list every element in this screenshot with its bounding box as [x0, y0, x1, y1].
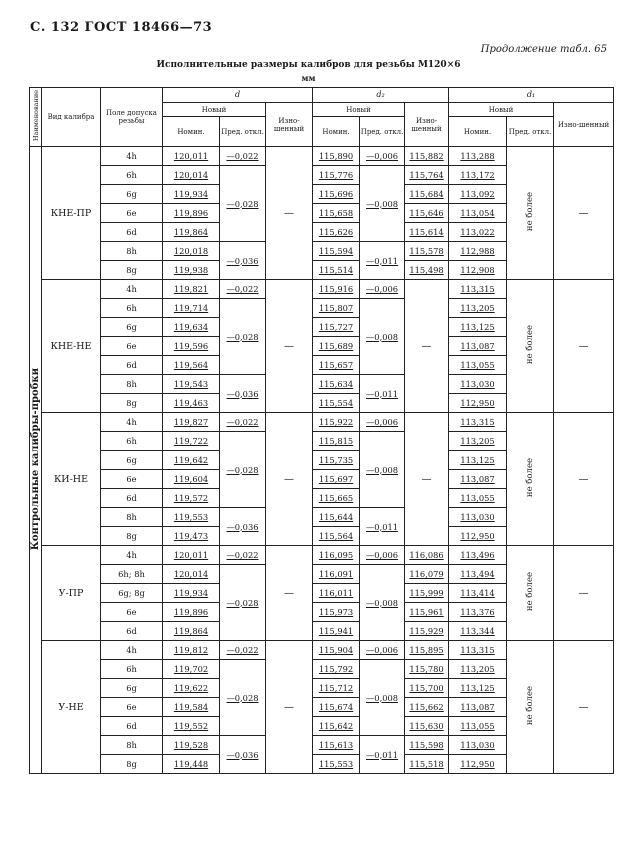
tolerance-field: 6g — [101, 185, 163, 204]
tolerance-field: 4h — [101, 280, 163, 299]
tolerance-field: 8h — [101, 242, 163, 261]
d2-nominal: 115,613 — [313, 736, 360, 755]
d-nominal: 120,011 — [163, 147, 220, 166]
d-nominal: 119,821 — [163, 280, 220, 299]
table-row — [30, 413, 614, 432]
tolerance-field: 6g; 8g — [101, 584, 163, 603]
tolerance-field: 6h; 8h — [101, 565, 163, 584]
d-deviation: —0,022 — [220, 641, 266, 660]
d-deviation: —0,022 — [220, 413, 266, 432]
d1-nominal: 113,494 — [449, 565, 507, 584]
tolerance-field: 6d — [101, 717, 163, 736]
tolerance-field: 6d — [101, 489, 163, 508]
d2-worn: 115,764 — [405, 166, 449, 185]
d-nominal: 119,938 — [163, 261, 220, 280]
tolerance-field: 6g — [101, 679, 163, 698]
d1-deviation-not-more — [507, 147, 554, 280]
d2-nominal: 115,776 — [313, 166, 360, 185]
tolerance-field: 8g — [101, 527, 163, 546]
col-header-kind: Вид калибра — [42, 88, 101, 147]
d-nominal: 119,812 — [163, 641, 220, 660]
d-worn-dash: — — [266, 280, 313, 413]
tolerance-field: 6e — [101, 337, 163, 356]
tolerance-field: 6e — [101, 698, 163, 717]
d2-deviation: —0,008 — [360, 432, 405, 508]
d-nominal: 119,714 — [163, 299, 220, 318]
d2-deviation: —0,008 — [360, 166, 405, 242]
col-header-d-worn: Изно-шенный — [266, 103, 313, 147]
d1-nominal: 113,054 — [449, 204, 507, 223]
tolerance-field: 8g — [101, 755, 163, 774]
gauge-kind: КНЕ-НЕ — [42, 280, 101, 413]
d-nominal: 119,463 — [163, 394, 220, 413]
d1-nominal: 112,950 — [449, 527, 507, 546]
d2-worn: 115,882 — [405, 147, 449, 166]
tolerance-field: 8h — [101, 736, 163, 755]
d1-nominal: 113,030 — [449, 508, 507, 527]
d-deviation: —0,028 — [220, 166, 266, 242]
d-nominal: 120,018 — [163, 242, 220, 261]
d-nominal: 119,622 — [163, 679, 220, 698]
table-row — [30, 280, 614, 299]
d1-nominal: 113,087 — [449, 470, 507, 489]
d2-worn: 115,518 — [405, 755, 449, 774]
col-header-d2-dev: Пред. откл. — [360, 117, 405, 147]
d-nominal: 119,702 — [163, 660, 220, 679]
d-nominal: 119,934 — [163, 584, 220, 603]
d-deviation: —0,028 — [220, 660, 266, 736]
col-header-d-new: Новый — [163, 103, 266, 117]
tolerance-field: 8g — [101, 394, 163, 413]
d-deviation: —0,028 — [220, 299, 266, 375]
d1-nominal: 113,125 — [449, 679, 507, 698]
d-deviation: —0,036 — [220, 508, 266, 546]
d1-deviation-not-more — [507, 413, 554, 546]
d2-deviation: —0,011 — [360, 242, 405, 280]
tolerance-field: 6e — [101, 204, 163, 223]
d1-nominal: 113,172 — [449, 166, 507, 185]
d2-worn: 115,646 — [405, 204, 449, 223]
d1-nominal: 112,908 — [449, 261, 507, 280]
d1-nominal: 112,950 — [449, 755, 507, 774]
d-deviation: —0,036 — [220, 736, 266, 774]
d2-deviation: —0,008 — [360, 299, 405, 375]
d2-worn: 115,700 — [405, 679, 449, 698]
d1-nominal: 113,055 — [449, 489, 507, 508]
d-nominal: 119,604 — [163, 470, 220, 489]
d2-nominal: 115,697 — [313, 470, 360, 489]
d-worn-dash: — — [266, 641, 313, 774]
page-header: С. 132 ГОСТ 18466—73 — [30, 20, 213, 35]
d1-nominal: 113,030 — [449, 736, 507, 755]
d-nominal: 119,528 — [163, 736, 220, 755]
d-nominal: 119,448 — [163, 755, 220, 774]
d1-nominal: 113,496 — [449, 546, 507, 565]
table-units: мм — [301, 73, 316, 83]
d2-deviation: —0,006 — [360, 413, 405, 432]
col-header-name: Наименование — [30, 88, 42, 147]
tolerance-field: 4h — [101, 413, 163, 432]
table-row — [30, 641, 614, 660]
d-deviation: —0,022 — [220, 546, 266, 565]
tolerance-field: 6e — [101, 470, 163, 489]
col-header-d-nom: Номин. — [163, 117, 220, 147]
d1-nominal: 113,315 — [449, 641, 507, 660]
d-nominal: 120,011 — [163, 546, 220, 565]
d1-worn-dash: — — [554, 413, 614, 546]
d2-nominal: 115,564 — [313, 527, 360, 546]
tolerance-field: 6h — [101, 660, 163, 679]
d1-nominal: 113,315 — [449, 413, 507, 432]
d1-nominal: 113,288 — [449, 147, 507, 166]
d2-worn: 115,961 — [405, 603, 449, 622]
d-nominal: 119,864 — [163, 622, 220, 641]
d-worn-dash: — — [266, 147, 313, 280]
d1-nominal: 113,087 — [449, 698, 507, 717]
d2-deviation: —0,011 — [360, 508, 405, 546]
d2-nominal: 115,696 — [313, 185, 360, 204]
d-deviation: —0,022 — [220, 280, 266, 299]
d2-worn: 116,086 — [405, 546, 449, 565]
not-more-label: не более — [525, 192, 536, 232]
d2-nominal: 115,642 — [313, 717, 360, 736]
d2-nominal: 115,712 — [313, 679, 360, 698]
d2-nominal: 115,727 — [313, 318, 360, 337]
d-nominal: 119,934 — [163, 185, 220, 204]
d2-nominal: 116,095 — [313, 546, 360, 565]
d1-nominal: 112,950 — [449, 394, 507, 413]
d1-nominal: 113,315 — [449, 280, 507, 299]
d2-worn: 115,999 — [405, 584, 449, 603]
tolerance-field: 6g — [101, 318, 163, 337]
d1-nominal: 113,125 — [449, 318, 507, 337]
col-header-d2: d₂ — [313, 88, 449, 103]
d1-worn-dash: — — [554, 546, 614, 641]
d2-worn: 115,498 — [405, 261, 449, 280]
d2-nominal: 115,792 — [313, 660, 360, 679]
col-header-d1-worn: Изно-шенный — [554, 103, 614, 147]
d-nominal: 119,896 — [163, 204, 220, 223]
table-row — [30, 546, 614, 565]
d2-worn: 116,079 — [405, 565, 449, 584]
gauge-kind: У-НЕ — [42, 641, 101, 774]
not-more-label: не более — [525, 572, 536, 612]
d2-worn: 115,662 — [405, 698, 449, 717]
col-header-d2-nom: Номин. — [313, 117, 360, 147]
col-header-d2-worn: Изно-шенный — [405, 103, 449, 147]
tolerance-field: 4h — [101, 546, 163, 565]
d1-deviation-not-more — [507, 641, 554, 774]
d-deviation: —0,036 — [220, 375, 266, 413]
d2-nominal: 115,634 — [313, 375, 360, 394]
d2-worn: 115,929 — [405, 622, 449, 641]
col-header-d1-dev: Пред. откл. — [507, 117, 554, 147]
tolerance-field: 4h — [101, 641, 163, 660]
not-more-label: не более — [525, 686, 536, 726]
d2-nominal: 115,689 — [313, 337, 360, 356]
d1-nominal: 113,087 — [449, 337, 507, 356]
d2-worn: 115,630 — [405, 717, 449, 736]
d-nominal: 119,864 — [163, 223, 220, 242]
tolerance-field: 8h — [101, 508, 163, 527]
d1-nominal: 113,055 — [449, 717, 507, 736]
d-nominal: 119,642 — [163, 451, 220, 470]
d-nominal: 119,634 — [163, 318, 220, 337]
not-more-label: не более — [525, 458, 536, 498]
tolerance-field: 6h — [101, 299, 163, 318]
d1-nominal: 113,030 — [449, 375, 507, 394]
d-nominal: 119,553 — [163, 508, 220, 527]
d2-deviation: —0,006 — [360, 546, 405, 565]
d1-nominal: 113,092 — [449, 185, 507, 204]
col-header-d2-new: Новый — [313, 103, 405, 117]
d-nominal: 120,014 — [163, 166, 220, 185]
gauge-kind: КИ-НЕ — [42, 413, 101, 546]
d2-worn: 115,684 — [405, 185, 449, 204]
d2-worn: 115,780 — [405, 660, 449, 679]
table-continuation: Продолжение табл. 65 — [480, 44, 607, 55]
gauge-kind: У-ПР — [42, 546, 101, 641]
d2-nominal: 115,916 — [313, 280, 360, 299]
d2-deviation: —0,006 — [360, 280, 405, 299]
d2-nominal: 115,594 — [313, 242, 360, 261]
d-nominal: 119,584 — [163, 698, 220, 717]
d1-nominal: 113,344 — [449, 622, 507, 641]
tolerance-field: 6e — [101, 603, 163, 622]
d2-nominal: 115,674 — [313, 698, 360, 717]
d-deviation: —0,022 — [220, 147, 266, 166]
tolerance-field: 6d — [101, 223, 163, 242]
dimensions-table — [29, 87, 614, 774]
d1-deviation-not-more — [507, 280, 554, 413]
d2-nominal: 116,091 — [313, 565, 360, 584]
d-nominal: 119,473 — [163, 527, 220, 546]
col-header-d1-new: Новый — [449, 103, 554, 117]
d2-deviation: —0,006 — [360, 641, 405, 660]
not-more-label: не более — [525, 325, 536, 365]
d2-deviation: —0,008 — [360, 565, 405, 641]
col-header-d1-nom: Номин. — [449, 117, 507, 147]
side-label-text: Контрольные калибры-пробки — [30, 367, 41, 551]
d2-nominal: 115,941 — [313, 622, 360, 641]
d1-worn-dash: — — [554, 280, 614, 413]
d1-nominal: 112,988 — [449, 242, 507, 261]
d2-worn: 115,598 — [405, 736, 449, 755]
d2-nominal: 116,011 — [313, 584, 360, 603]
d2-nominal: 115,553 — [313, 755, 360, 774]
d1-nominal: 113,055 — [449, 356, 507, 375]
d-nominal: 119,552 — [163, 717, 220, 736]
d-nominal: 119,596 — [163, 337, 220, 356]
d1-nominal: 113,022 — [449, 223, 507, 242]
tolerance-field: 6g — [101, 451, 163, 470]
d2-worn: 115,578 — [405, 242, 449, 261]
tolerance-field: 4h — [101, 147, 163, 166]
tolerance-field: 8h — [101, 375, 163, 394]
d2-nominal: 115,665 — [313, 489, 360, 508]
table-title: Исполнительные размеры калибров для резьбы М120×6 — [156, 60, 461, 70]
tolerance-field: 6d — [101, 356, 163, 375]
d2-nominal: 115,890 — [313, 147, 360, 166]
d2-nominal: 115,735 — [313, 451, 360, 470]
d2-deviation: —0,008 — [360, 660, 405, 736]
d-nominal: 119,896 — [163, 603, 220, 622]
d-deviation: —0,028 — [220, 565, 266, 641]
d2-nominal: 115,922 — [313, 413, 360, 432]
d1-nominal: 113,414 — [449, 584, 507, 603]
tolerance-field: 6d — [101, 622, 163, 641]
d-nominal: 119,543 — [163, 375, 220, 394]
tolerance-field: 6h — [101, 166, 163, 185]
d-nominal: 119,572 — [163, 489, 220, 508]
col-header-d-dev: Пред. откл. — [220, 117, 266, 147]
d2-nominal: 115,644 — [313, 508, 360, 527]
d1-worn-dash: — — [554, 641, 614, 774]
gauge-kind: КНЕ-ПР — [42, 147, 101, 280]
d2-deviation: —0,006 — [360, 147, 405, 166]
d-worn-dash: — — [266, 413, 313, 546]
tolerance-field: 6h — [101, 432, 163, 451]
d2-nominal: 115,514 — [313, 261, 360, 280]
col-header-d1: d₁ — [449, 88, 614, 103]
side-label — [30, 147, 42, 774]
d1-nominal: 113,205 — [449, 432, 507, 451]
d-deviation: —0,028 — [220, 432, 266, 508]
table-body — [30, 147, 614, 774]
d2-worn-dash: — — [405, 413, 449, 546]
d2-nominal: 115,658 — [313, 204, 360, 223]
table-row — [30, 147, 614, 166]
d1-deviation-not-more — [507, 546, 554, 641]
d1-nominal: 113,205 — [449, 660, 507, 679]
d-worn-dash: — — [266, 546, 313, 641]
col-header-d: d — [163, 88, 313, 103]
d2-deviation: —0,011 — [360, 736, 405, 774]
d1-nominal: 113,125 — [449, 451, 507, 470]
d-nominal: 120,014 — [163, 565, 220, 584]
d-nominal: 119,722 — [163, 432, 220, 451]
tolerance-field: 8g — [101, 261, 163, 280]
d1-worn-dash: — — [554, 147, 614, 280]
d2-nominal: 115,657 — [313, 356, 360, 375]
d2-nominal: 115,554 — [313, 394, 360, 413]
d-deviation: —0,036 — [220, 242, 266, 280]
d2-nominal: 115,626 — [313, 223, 360, 242]
d1-nominal: 113,376 — [449, 603, 507, 622]
d2-worn: 115,614 — [405, 223, 449, 242]
d2-deviation: —0,011 — [360, 375, 405, 413]
d-nominal: 119,564 — [163, 356, 220, 375]
d2-nominal: 115,904 — [313, 641, 360, 660]
d-nominal: 119,827 — [163, 413, 220, 432]
col-header-tolerance: Поле допуска резьбы — [101, 88, 163, 147]
d2-worn-dash: — — [405, 280, 449, 413]
d2-nominal: 115,815 — [313, 432, 360, 451]
d2-nominal: 115,807 — [313, 299, 360, 318]
d1-nominal: 113,205 — [449, 299, 507, 318]
d2-nominal: 115,973 — [313, 603, 360, 622]
d2-worn: 115,895 — [405, 641, 449, 660]
